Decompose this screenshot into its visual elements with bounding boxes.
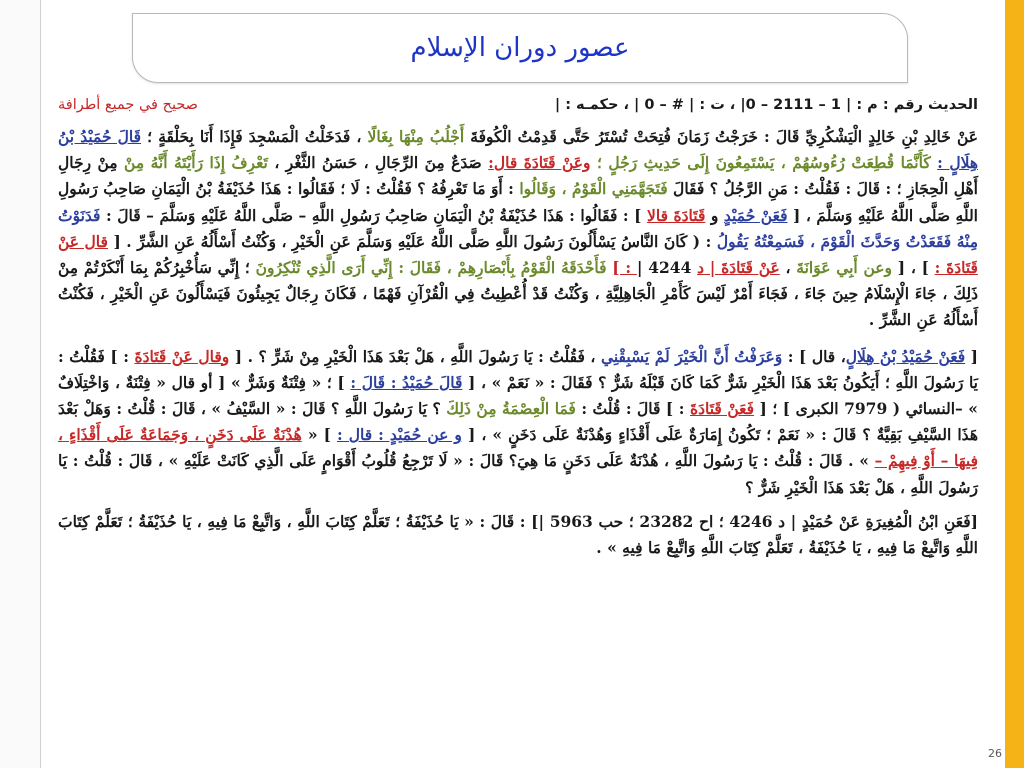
text-segment: وعَنْ قَتَادَةَ قال: [488, 153, 591, 173]
text-segment: [ [965, 346, 978, 366]
text-segment: فَمَا الْعِصْمَةُ مِنْ ذَلِكَ [446, 399, 576, 419]
text-segment: » . قَالَ : قُلْتُ : يَا رَسُولَ اللَّهِ ، هُدْنَةٌ عَلَى دَخَنٍ مَا هِيَ؟ قَالَ : « لَا تَرْجِعُ قُلُوبُ أَقْوَامٍ عَلَى الَّذِي كَانَتْ عَلَيْهِ » ، قَالَ : قُلْتُ : يَا رَسُولَ اللَّهِ ، هَلْ بَعْدَ هَذَا الْخَيْرِ شَرٌّ ؟ [58, 451, 978, 497]
text-segment: ] ، [ [892, 258, 935, 278]
text-segment: قَالَ حُمَيْدُ : قَالَ : [350, 372, 463, 392]
text-segment: تَعْرِفُ إِذَا رَأَيْتَهُ أَنَّهُ مِنْ [124, 153, 268, 173]
hadith-grade: صحيح في جميع أطرافة [58, 97, 198, 113]
text-segment: وقال عَنْ قَتَادَةَ [134, 346, 230, 366]
slide-title: عصور دوران الإسلام [410, 33, 630, 63]
text-segment: أَجْلُبُ مِنْهَا بِغَالًا [367, 127, 465, 146]
text-segment: قال عَنْ قَتَادَةَ : [58, 231, 978, 278]
text-segment: ، قال ] : [782, 346, 846, 366]
text-segment: 4244 | [636, 258, 698, 278]
text-segment: ، فَقُلْتُ : يَا رَسُولَ اللَّهِ ، هَلْ بَعْدَ هَذَا الْخَيْرِ مِنْ شَرٍّ ؟ . [ [229, 346, 601, 366]
text-segment: وَعَرَفْتُ أَنَّ الْخَيْرَ لَمْ يَسْبِقْنِي [600, 346, 783, 366]
text-segment: : أَوَ مَا تَعْرِفُهُ ؟ فَقُلْتُ : لَا ؛ فَقَالُوا : هَذَا حُذَيْفَةُ بْنُ الْيَمَانِ صَاحِبُ رَسُولِ اللَّهِ صَلَّى اللَّهُ عَلَيْهِ وَسَلَّمَ ، [ [58, 179, 978, 225]
title-box [132, 13, 908, 83]
text-segment: فَعَنْ حُمَيْدُ بْنُ هِلَالٍ [845, 346, 966, 366]
hadith-reference: الحديث رقم : م : | 1 – 2111 – 0| ، ت : | # – 0 | ، حكمـه : | [554, 97, 978, 113]
text-segment: : ] فَقُلْتُ : يَا رَسُولَ اللَّهِ ؛ أَيَكُونُ بَعْدَ هَذَا الْخَيْرِ شَرٌّ كَمَا كَانَ قَبْلَهُ شَرٌّ ؟ فَقَالَ : « نَعَمْ » ، [ [58, 346, 978, 392]
text-segment: : ( كَانَ النَّاسُ يَسْأَلُونَ رَسُولَ اللَّهِ صَلَّى اللَّهُ عَلَيْهِ وَسَلَّمَ عَنِ الْخَيْرِ ، وَكُنْتُ أَسْأَلُهُ عَنِ الشَّرِّ . [ [107, 231, 717, 251]
left-margin-band [0, 0, 41, 768]
text-segment: : ] قَالَ : قُلْتُ : [575, 399, 690, 419]
text-segment: ؛ إِنِّي سَأُخْبِرُكُمْ بِمَا أَنْكَرْتُمْ مِنْ ذَلِكَ ، جَاءَ الْإِسْلَامُ حِينَ جَاءَ ، فَجَاءَ أَمْرٌ لَيْسَ كَأَمْرِ الْجَاهِلِيَّةِ ، وَكُنْتُ قَدْ أُعْطِيتُ فِي الْقُرْآنِ فَهْمًا ، فَكَانَ رِجَالٌ يَجِيئُونَ فَيَسْأَلُونَ عَنِ الْخَيْرِ ، فَكُنْتُ أَسْأَلُهُ عَنِ الشَّرِّ . [58, 258, 978, 330]
paragraph-1 [58, 124, 978, 334]
text-segment: و عن حُمَيْدٍ : قال : [336, 425, 462, 445]
text-segment: و [705, 205, 724, 225]
text-segment: ] « [301, 425, 337, 445]
text-segment: عَنْ خَالِدِ بْنِ خَالِدٍ الْيَشْكُرِيِّ قَالَ : خَرَجْتُ زَمَانَ فُتِحَتْ تُسْتَرُ حَتَّى قَدِمْتُ الْكُوفَةَ [464, 127, 978, 146]
text-segment: فَعَنْ قَتَادَةَ [690, 399, 755, 419]
text-segment: فَدَنَوْتُ مِنْهُ فَقَعَدْتُ وَحَدَّثَ الْقَوْمَ ، فَسَمِعْتُهُ يَقُولُ [58, 205, 978, 251]
text-segment: صَدَعٌ مِنَ الرِّجَالِ ، حَسَنُ الثَّغْرِ ، [267, 153, 489, 173]
text-segment: قَالَ حُمَيْدُ بْنُ هِلَالٍ : [58, 127, 979, 173]
text-segment: وعن أَبِي عَوَانَةَ [796, 258, 893, 278]
text-segment: ] : فَقَالُوا : هَذَا حُذَيْفَةُ بْنُ الْيَمَانِ صَاحِبُ رَسُولِ اللَّهِ – صَلَّى اللَّهُ عَلَيْهِ وَسَلَّمَ – قَالَ : [100, 205, 648, 225]
text-segment: ، فَدَخَلْتُ الْمَسْجِدَ فَإِذَا أَنَا بِحَلْقَةٍ ؛ [141, 127, 368, 146]
text-segment: فَعَنْ حُمَيْدٍ [723, 205, 788, 225]
text-segment: : ] [612, 258, 637, 278]
paragraph-2 [58, 344, 978, 501]
text-segment: مِنْ رِجَالِ أَهْلِ الْحِجَازِ ؛ : قَالَ : فَقُلْتُ : مَنِ الرَّجُلُ ؟ فَقَالَ [58, 153, 978, 199]
text-segment: فَتَجَهَّمَنِي الْقَوْمُ ، وَقَالُوا [519, 179, 668, 199]
paragraph-3 [58, 509, 978, 561]
text-segment: ] ؛ « فِتْنَةٌ وَشَرٌّ » [ أو قال « فِتْنَةٌ ، وَاخْتِلَافٌ » –النسائي ( 7979 الكبرى ] ؛ [ [58, 372, 978, 419]
page-number: 26 [988, 747, 1002, 760]
text-segment: كَأَنَّمَا قُطِعَتْ رُءُوسُهُمْ ، يَسْتَمِعُونَ إِلَى حَدِيثِ رَجُلٍ ؛ [590, 153, 938, 173]
text-segment: هُدْنَةٌ عَلَى دَخَنٍ ، وَجَمَاعَةٌ عَلَى أَقْذَاءٍ ، فِيهَا – أَوْ فِيهِمْ – [58, 425, 978, 471]
text-segment: [فَعَنِ ابْنُ الْمُغِيرَةِ عَنْ حُمَيْدٍ | د 4246 ؛ اح 23282 ؛ حب 5963 |] : قَالَ : « يَا حُذَيْفَةُ ؛ تَعَلَّمْ كِتَابَ اللَّهِ ، وَاتَّبِعْ مَا فِيهِ ، يَا حُذَيْفَةُ ؛ تَعَلَّمْ كِتَابَ اللَّهِ وَاتَّبِعْ مَا فِيهِ ، يَا حُذَيْفَةُ ، تَعَلَّمْ كِتَابَ اللَّهِ وَاتَّبِعْ مَا فِيهِ » . [58, 511, 978, 558]
text-segment: ، [779, 258, 797, 278]
hadith-header [58, 92, 978, 118]
text-segment: عَنْ قَتَادَةَ | د [697, 258, 780, 278]
text-segment: قَتَادَةَ قالا [647, 205, 706, 225]
right-accent-bar [1005, 0, 1024, 768]
text-segment: ؟ يَا رَسُولَ اللَّهِ ؟ قَالَ : « السَّيْفُ » ، قَالَ : قُلْتُ : وَهَلْ بَعْدَ هَذَا السَّيْفِ بَقِيَّةٌ ؟ قَالَ : « نَعَمْ ؛ تَكُونُ إِمَارَةٌ عَلَى أَقْذَاءٍ وَهُدْنَةٌ عَلَى دَخَنٍ » ، [ [58, 399, 978, 445]
text-segment: فَأَحْدَقَهُ الْقَوْمُ بِأَبْصَارِهِمْ ، فَقَالَ : إِنِّي أَرَى الَّذِي تُنْكِرُونَ [255, 258, 613, 278]
hadith-content [58, 92, 978, 561]
